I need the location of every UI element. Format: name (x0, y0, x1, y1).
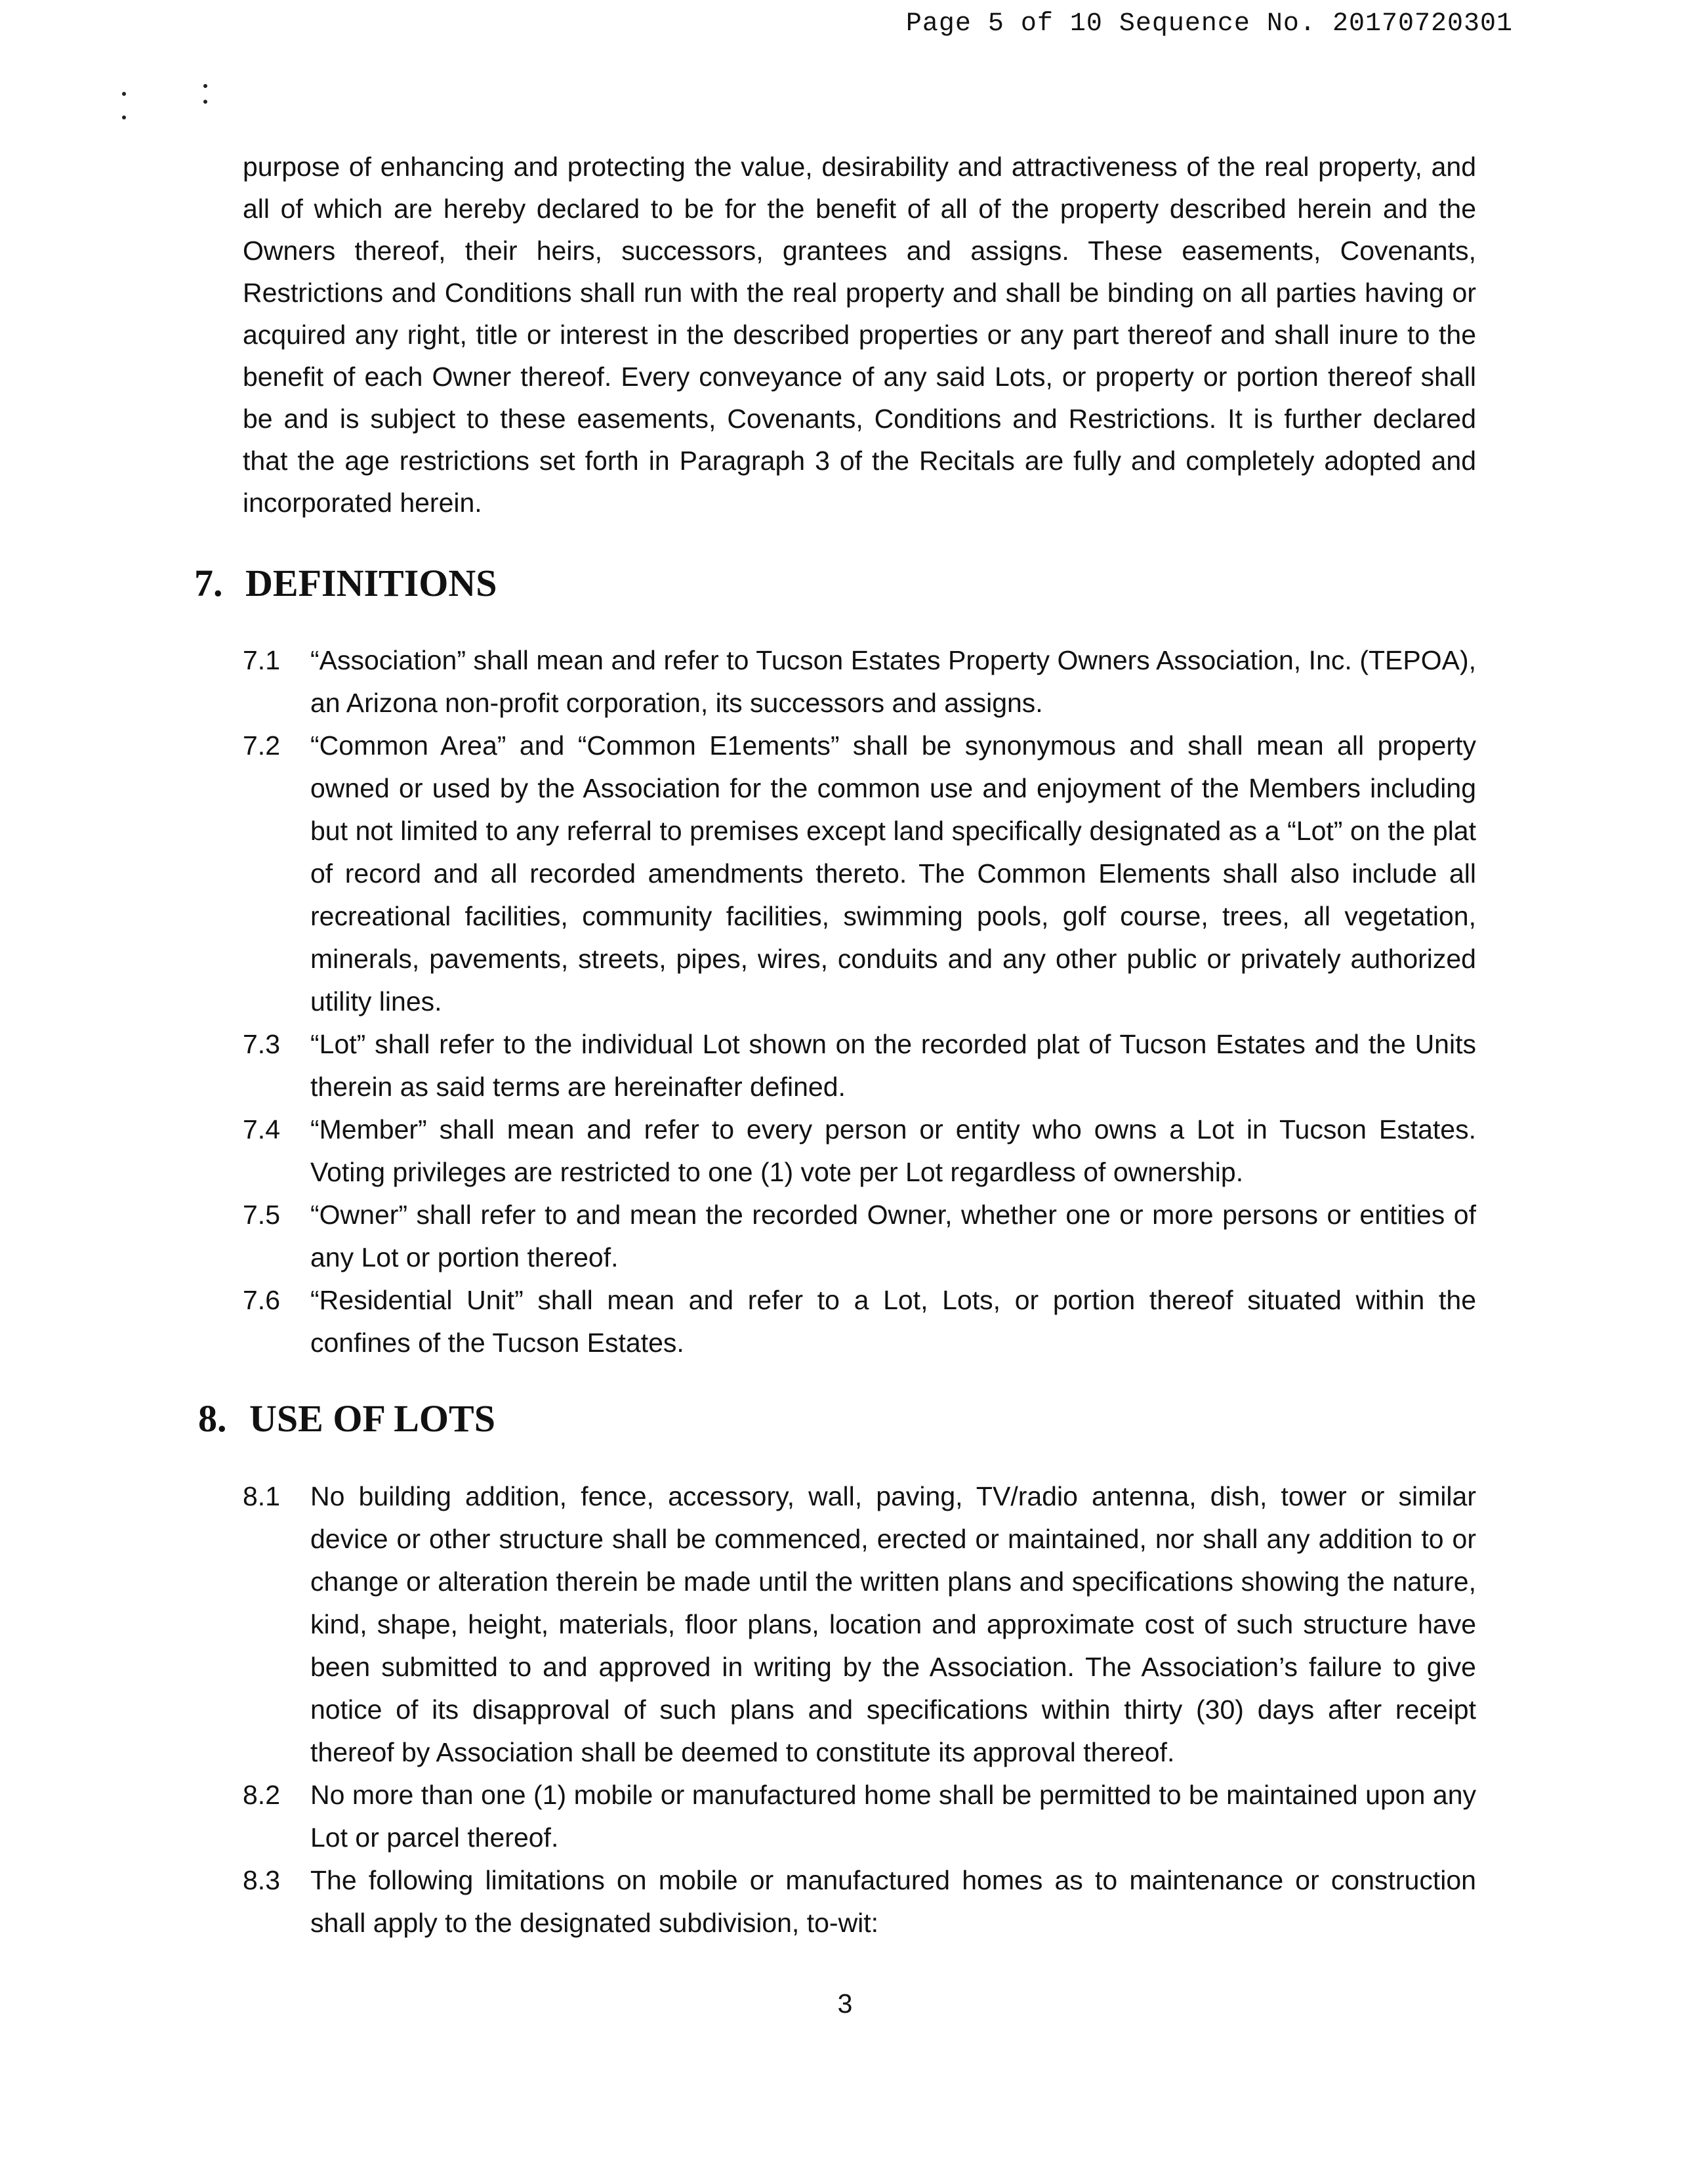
item-text: “Owner” shall refer to and mean the recorded Owner, whether one or more persons or entities of any Lot or portion thereof. (310, 1200, 1476, 1272)
use-item-8-1 (243, 1475, 1476, 1774)
section-7-heading (194, 561, 497, 605)
item-text: No more than one (1) mobile or manufactured home shall be permitted to be maintained upon any Lot or parcel thereof. (310, 1780, 1476, 1853)
section-7-title: DEFINITIONS (245, 562, 497, 604)
definition-item-7-6 (243, 1279, 1476, 1364)
item-number: 8.2 (243, 1780, 280, 1810)
section-8-title: USE OF LOTS (249, 1397, 495, 1440)
recording-sequence-header: Page 5 of 10 Sequence No. 20170720301 (905, 9, 1513, 39)
item-number: 7.4 (243, 1114, 280, 1144)
section-7-number: 7. (194, 562, 223, 604)
item-number: 7.2 (243, 730, 280, 761)
item-text: “Residential Unit” shall mean and refer to a Lot, Lots, or portion thereof situated within the confines of the Tucson Estates. (310, 1285, 1476, 1358)
item-text: “Common Area” and “Common E1ements” shall be synonymous and shall mean all property owned or used by the Association for the common use and enjoyment of the Members including but not limited to any referral to premises except land specifically designated as a “Lot” on the plat of record and all recorded amendments thereto. The Common Elements shall also include all recreational facilities, community facilities, swimming pools, golf course, trees, all vegetation, minerals, pavements, streets, pipes, wires, conduits and any other public or privately authorized utility lines. (310, 730, 1476, 1017)
definition-item-7-3 (243, 1023, 1476, 1108)
definitions-list (243, 639, 1476, 1364)
item-text: “Member” shall mean and refer to every person or entity who owns a Lot in Tucson Estates. Voting privileges are restricted to one (1) vote per Lot regardless of ownership. (310, 1114, 1476, 1187)
item-number: 7.3 (243, 1029, 280, 1059)
intro-paragraph: purpose of enhancing and protecting the value, desirability and attractiveness of the real property, and all of which are hereby declared to be for the benefit of all of the property described herein and the Owners thereof, their heirs, successors, grantees and assigns. These easements, Covenants, Restrictions and Conditions shall run with the real property and shall be binding on all parties having or acquired any right, title or interest in the described properties or any part thereof and shall inure to the benefit of each Owner thereof. Every conveyance of any said Lots, or property or portion thereof shall be and is subject to these easements, Covenants, Conditions and Restrictions. It is further declared that the age restrictions set forth in Paragraph 3 of the Recitals are fully and completely adopted and incorporated herein. (243, 152, 1476, 518)
item-text: No building addition, fence, accessory, wall, paving, TV/radio antenna, dish, tower or similar device or other structure shall be commenced, erected or maintained, nor shall any addition to or change or alteration therein be made until the written plans and specifications showing the nature, kind, shape, height, materials, floor plans, location and approximate cost of such structure have been submitted to and approved in writing by the Association. The Association’s failure to give notice of its disapproval of such plans and specifications within thirty (30) days after receipt thereof by Association shall be deemed to constitute its approval thereof. (310, 1481, 1476, 1767)
item-number: 8.1 (243, 1481, 280, 1511)
item-text: “Association” shall mean and refer to Tucson Estates Property Owners Association, Inc. (TEPOA), an Arizona non-profit corporation, its successors and assigns. (310, 645, 1476, 718)
item-text: “Lot” shall refer to the individual Lot shown on the recorded plat of Tucson Estates and the Units therein as said terms are hereinafter defined. (310, 1029, 1476, 1102)
item-number: 8.3 (243, 1865, 280, 1895)
definition-item-7-5 (243, 1194, 1476, 1279)
use-of-lots-list (243, 1475, 1476, 1944)
item-text: The following limitations on mobile or manufactured homes as to maintenance or construction shall apply to the designated subdivision, to-wit: (310, 1865, 1476, 1938)
section-8-heading (198, 1396, 495, 1440)
item-number: 7.1 (243, 645, 280, 675)
definition-item-7-1 (243, 639, 1476, 724)
page-number: 3 (837, 1988, 853, 2019)
definition-item-7-2 (243, 724, 1476, 1023)
item-number: 7.6 (243, 1285, 280, 1315)
item-number: 7.5 (243, 1200, 280, 1230)
use-item-8-3 (243, 1859, 1476, 1944)
section-8-number: 8. (198, 1397, 227, 1440)
definition-item-7-4 (243, 1108, 1476, 1194)
use-item-8-2 (243, 1774, 1476, 1859)
